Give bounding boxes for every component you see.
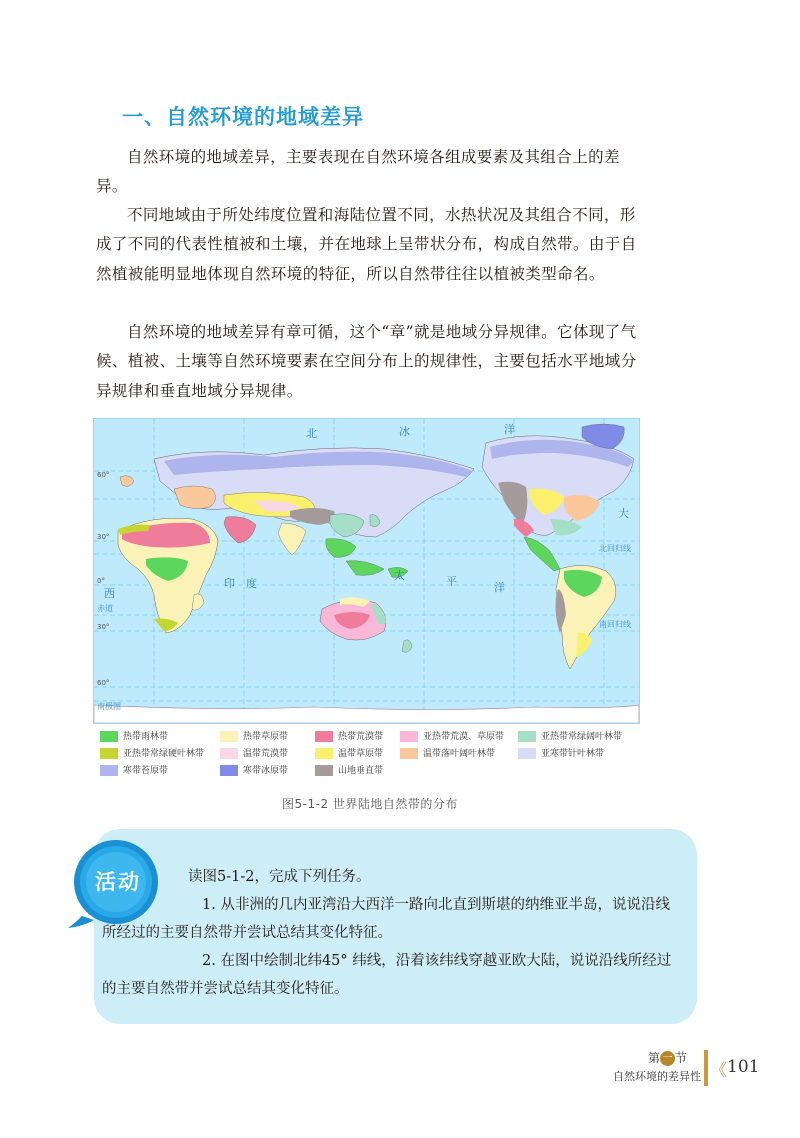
legend-label: 寒带苔原带 xyxy=(123,766,169,776)
legend-swatch xyxy=(220,765,238,776)
legend-item xyxy=(315,748,383,760)
legend-item xyxy=(518,731,622,743)
activity-task-1: 1. 从非洲的几内亚湾沿大西洋一路向北直到斯堪的纳维亚半岛，说说沿线所经过的主要自然带并尝试总结其变化特征。 xyxy=(102,897,670,941)
legend-item xyxy=(518,748,604,760)
legend-label: 温带草原带 xyxy=(338,749,384,759)
footer-divider xyxy=(704,1050,708,1086)
footer-section-label: 第 一 节 xyxy=(648,1051,688,1065)
footer-chapter-subtitle: 自然环境的差异性 xyxy=(613,1070,701,1083)
legend-swatch xyxy=(220,748,238,759)
paragraph-3: 自然环境的地域差异有章可循，这个“章”就是地域分异规律。它体现了气候、植被、土壤等自然环境要素在空间分布上的规律性，主要包括水平地域分异规律和垂直地域分异规律。 xyxy=(96,323,637,400)
legend-item xyxy=(315,731,383,743)
activity-badge-label: 活动 xyxy=(95,870,141,894)
tropic-capricorn-label: 南回归线 xyxy=(599,620,631,629)
pacific-2-label: 平 xyxy=(446,575,457,588)
legend-swatch xyxy=(100,765,118,776)
paragraph-1: 自然环境的地域差异，主要表现在自然环境各组成要素及其组合上的差异。 xyxy=(96,148,620,196)
atlantic-1-label: 大 xyxy=(618,507,629,520)
legend-swatch xyxy=(518,748,536,759)
section-title: 一、自然环境的地域差异 xyxy=(122,105,364,129)
legend-swatch xyxy=(100,731,118,742)
figure-caption: 图5-1-2 世界陆地自然带的分布 xyxy=(282,797,458,811)
north-label: 北 xyxy=(306,427,317,440)
legend-item xyxy=(400,748,495,760)
legend-swatch xyxy=(400,731,418,742)
legend-item xyxy=(315,765,383,777)
legend-swatch xyxy=(100,748,118,759)
activity-intro: 读图5-1-2，完成下列任务。 xyxy=(188,869,371,885)
legend-label: 亚热带常绿硬叶林带 xyxy=(123,749,205,759)
legend-label: 温带落叶阔叶林带 xyxy=(423,749,496,759)
lat-30n-label: 30° xyxy=(97,533,110,541)
legend-label: 热带雨林带 xyxy=(123,732,169,742)
legend-label: 亚寒带针叶林带 xyxy=(541,749,605,759)
equator-label: 赤道 xyxy=(97,604,113,613)
lat-30s-label: 30° xyxy=(97,623,110,631)
legend-swatch xyxy=(315,765,333,776)
atlantic-2-label: 西 xyxy=(104,587,115,600)
lat-60n-label: 60° xyxy=(97,471,110,479)
legend-swatch xyxy=(315,731,333,742)
legend-item xyxy=(220,748,288,760)
legend-label: 山地垂直带 xyxy=(338,766,384,776)
antarctic-circle-label: 南极圈 xyxy=(97,702,121,711)
footer-chevron-icon: 《 xyxy=(710,1061,727,1081)
legend-label: 寒带冰原带 xyxy=(243,766,289,776)
legend-swatch xyxy=(315,748,333,759)
legend-label: 亚热带常绿阔叶林带 xyxy=(541,732,623,742)
legend-label: 温带荒漠带 xyxy=(243,749,289,759)
legend-label: 热带荒漠带 xyxy=(338,732,384,742)
legend-item xyxy=(400,731,504,743)
legend-label: 热带草原带 xyxy=(243,732,289,742)
legend-item xyxy=(100,748,204,760)
legend-swatch xyxy=(220,731,238,742)
legend-item xyxy=(220,765,288,777)
legend-swatch xyxy=(518,731,536,742)
world-natural-zones-map xyxy=(93,418,640,724)
ice-label: 冰 xyxy=(399,425,410,438)
sea-north-label: 洋 xyxy=(504,423,515,436)
legend-item xyxy=(100,765,168,777)
lat-0-label: 0° xyxy=(97,577,105,585)
legend-item xyxy=(220,731,288,743)
legend-label: 亚热带荒漠、草原带 xyxy=(423,732,505,742)
legend-item xyxy=(100,731,168,743)
section-number-badge: 一 xyxy=(660,1051,675,1066)
activity-task-2: 2. 在图中绘制北纬45° 纬线，沿着该纬线穿越亚欧大陆，说说沿线所经过的主要自然带并尝试总结其变化特征。 xyxy=(102,953,672,997)
tropic-cancer-label: 北回归线 xyxy=(599,544,631,553)
indian-2-label: 度 xyxy=(246,577,257,590)
paragraph-2: 不同地域由于所处纬度位置和海陆位置不同，水热状况及其组合不同，形成了不同的代表性植被和土壤，并在地球上呈带状分布，构成自然带。由于自然植被能明显地体现自然环境的特征，所以自然带往往以植被类型命名。 xyxy=(96,206,637,283)
indian-1-label: 印 xyxy=(224,577,235,590)
legend-swatch xyxy=(400,748,418,759)
page-number: 101 xyxy=(727,1057,760,1077)
lat-60s-label: 60° xyxy=(97,679,110,687)
pacific-3-label: 洋 xyxy=(494,581,505,594)
pacific-1-label: 太 xyxy=(394,569,405,582)
